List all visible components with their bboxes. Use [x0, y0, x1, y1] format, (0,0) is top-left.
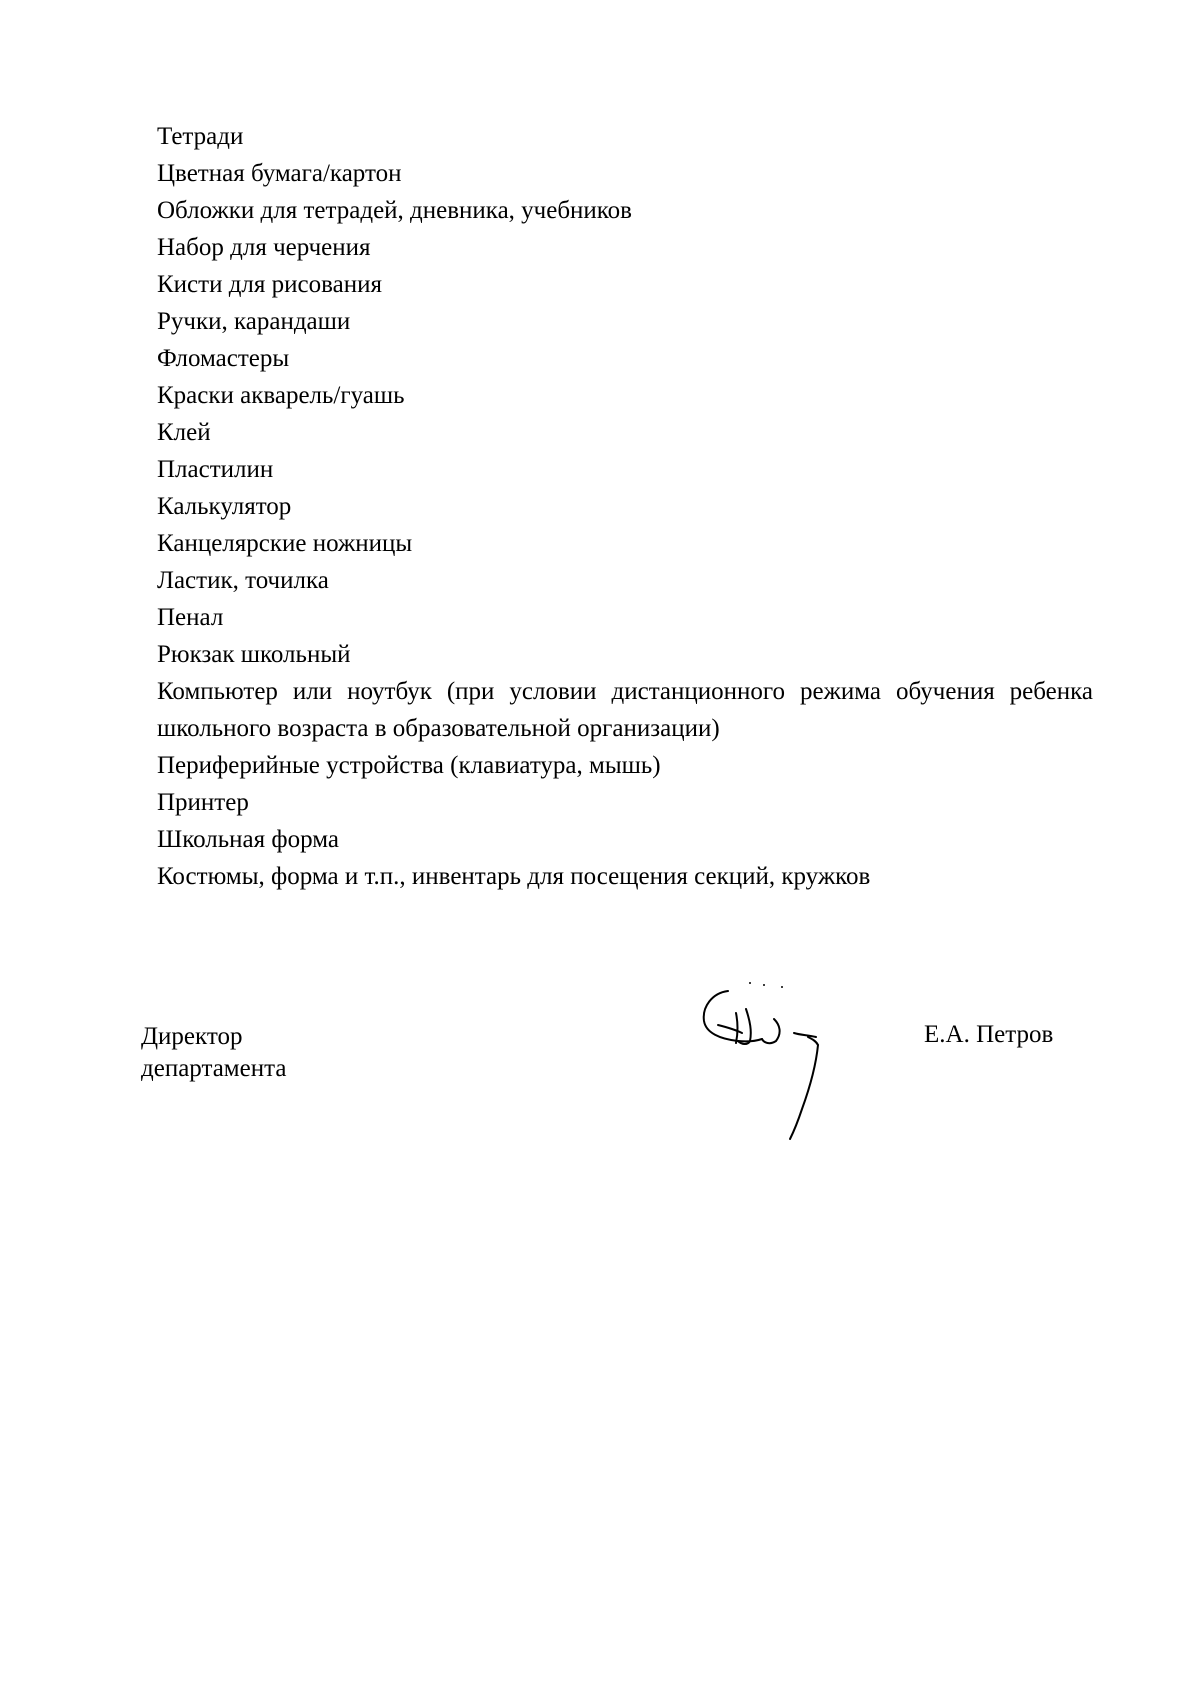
- list-item: Школьная форма: [157, 826, 339, 853]
- list-item: Рюкзак школьный: [157, 641, 351, 668]
- list-item: Калькулятор: [157, 493, 292, 520]
- signatory-name: Е.А. Петров: [924, 1021, 1054, 1048]
- list-item: Кисти для рисования: [157, 271, 382, 298]
- list-item: Костюмы, форма и т.п., инвентарь для посещения секций, кружков: [157, 863, 871, 890]
- handwritten-signature-icon: [690, 975, 870, 1155]
- list-item: Фломастеры: [157, 345, 290, 372]
- list-item: Тетради: [157, 123, 244, 150]
- signatory-position-line: Директор: [141, 1023, 243, 1050]
- signatory-position: [141, 1021, 286, 1085]
- list-item: Краски акварель/гуашь: [157, 382, 405, 409]
- list-item: Ластик, точилка: [157, 567, 329, 594]
- list-item: Ручки, карандаши: [157, 308, 351, 335]
- list-item: Обложки для тетрадей, дневника, учебников: [157, 197, 632, 224]
- list-item: Цветная бумага/картон: [157, 160, 402, 187]
- list-item: Набор для черчения: [157, 234, 371, 261]
- list-item: Клей: [157, 419, 211, 446]
- list-item: Принтер: [157, 789, 249, 816]
- list-item: Периферийные устройства (клавиатура, мышь): [157, 752, 661, 779]
- list-item: Канцелярские ножницы: [157, 530, 413, 557]
- list-item: Пенал: [157, 604, 224, 631]
- list-item: Компьютер или ноутбук (при условии дистанционного режима обучения ребенка школьного возраста в образовательной организации): [157, 678, 1093, 742]
- list-item: Пластилин: [157, 456, 274, 483]
- signatory-position-line: департамента: [141, 1055, 287, 1082]
